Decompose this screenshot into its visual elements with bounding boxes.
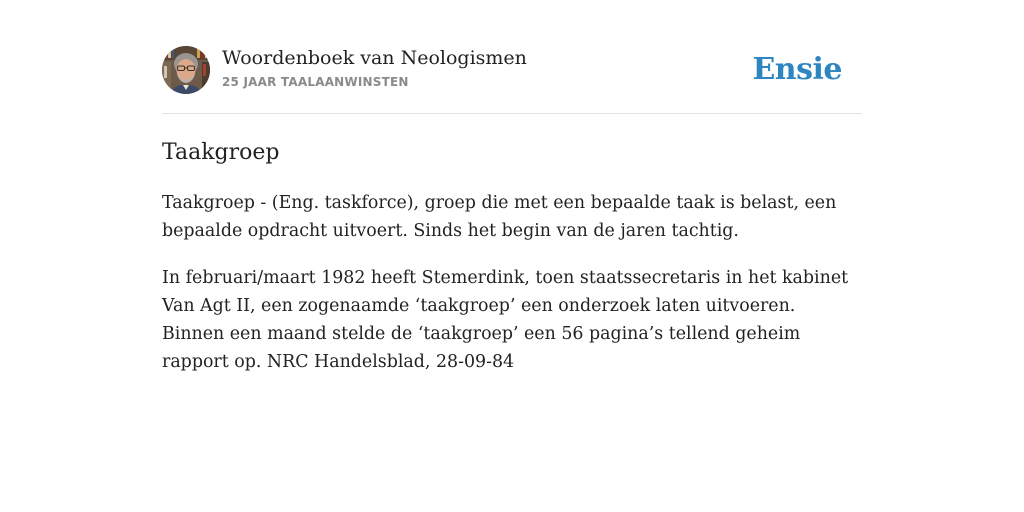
entry-definition: Taakgroep - (Eng. taskforce), groep die met een bepaalde taak is belast, een bepaalde opdracht uitvoert. Sinds het begin van de jaren tachtig. xyxy=(162,193,837,241)
avatar-portrait-icon xyxy=(162,46,210,94)
site-title[interactable]: Woordenboek van Neologismen xyxy=(222,47,527,69)
ensie-logo-link[interactable]: Ensie xyxy=(752,52,842,87)
content-container xyxy=(162,46,862,376)
author-avatar[interactable] xyxy=(162,46,210,94)
entry-quote: In februari/maart 1982 heeft Stemerdink, toen staatssecretaris in het kabinet Van Agt II, een zogenaamde ‘taakgroep’ een onderzoek laten uitvoeren. Binnen een maand stelde de ‘taakgroep’ een 56 pagina’s tellend geheim rapport op. NRC Handelsblad, 28-09-84 xyxy=(162,268,849,372)
entry-title: Taakgroep xyxy=(162,140,280,165)
header xyxy=(162,46,862,114)
site-subtitle: 25 JAAR TAALAANWINSTEN xyxy=(222,75,409,89)
